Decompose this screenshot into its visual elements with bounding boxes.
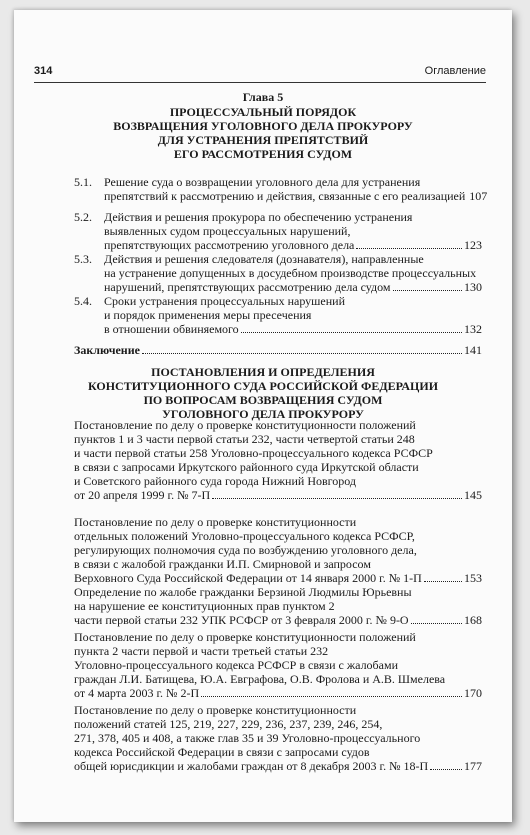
- chapter-title-line: ЕГО РАССМОТРЕНИЯ СУДОМ: [173, 147, 353, 161]
- toc-page-number: 123: [464, 238, 482, 252]
- conclusion-label: Заключение: [74, 343, 140, 357]
- toc-entry-text: [104, 294, 482, 336]
- decision-line: Постановление по делу о проверке конституционности положений: [74, 630, 416, 644]
- decision-line: 271, 378, 405 и 408, а также глав 35 и 39 Уголовно-процессуального: [74, 731, 421, 745]
- decision-line: в связи с запросами Иркутского районного суда Иркутской области: [74, 460, 419, 474]
- decision-line: Постановление по делу о проверке конституционности: [74, 703, 357, 717]
- toc-page-number: 141: [464, 343, 482, 357]
- decision-entry[interactable]: [74, 703, 482, 773]
- dot-leader: [241, 332, 462, 333]
- decision-line: от 20 апреля 1999 г. № 7-П: [74, 488, 211, 502]
- dot-leader: [212, 498, 462, 499]
- decision-page-number: 170: [464, 686, 482, 700]
- dot-leader: [201, 696, 462, 697]
- decision-entry[interactable]: [74, 515, 482, 585]
- decision-line: Определение по жалобе гражданки Берзиной Людмилы Юрьевны: [74, 585, 412, 599]
- decision-page-number: 145: [464, 488, 482, 502]
- decision-entry[interactable]: [74, 630, 482, 700]
- toc-entry-last-line: [104, 238, 482, 252]
- decision-line: Уголовно-процессуального кодекса РСФСР в связи с жалобами: [74, 658, 399, 672]
- decision-entry[interactable]: [74, 418, 482, 502]
- dot-leader: [424, 581, 462, 582]
- decision-line: и части первой статьи 258 Уголовно-процессуального кодекса РСФСР: [74, 446, 433, 460]
- chapter-title-line: ПРОЦЕССУАЛЬНЫЙ ПОРЯДОК: [169, 105, 357, 119]
- toc-entry-line: Действия и решения следователя (дознавателя), направленные: [104, 252, 424, 266]
- toc-entry-text: [104, 210, 482, 252]
- decision-line: части первой статьи 232 УПК РСФСР от 3 февраля 2000 г. № 9-О: [74, 613, 409, 627]
- decision-line: кодекса Российской Федерации в связи с запросами судов: [74, 745, 370, 759]
- dot-leader: [430, 769, 462, 770]
- dot-leader: [142, 353, 462, 354]
- toc-entry-line: в отношении обвиняемого: [104, 322, 239, 336]
- toc-entry-last-line: [104, 280, 482, 294]
- toc-entry-line: препятствий к рассмотрению и действия, связанные с его реализацией: [104, 189, 466, 203]
- book-page: [14, 10, 512, 822]
- dot-leader: [411, 623, 462, 624]
- section-title-line: УГОЛОВНОГО ДЕЛА ПРОКУРОРУ: [162, 407, 364, 421]
- decision-line: и Советского районного суда города Нижний Новгород: [74, 474, 357, 488]
- decision-page-number: 153: [464, 571, 482, 585]
- chapter-title-line: ДЛЯ УСТРАНЕНИЯ ПРЕПЯТСТВИЙ: [157, 133, 369, 147]
- toc-entry-number: 5.4.: [74, 294, 92, 308]
- decision-line: граждан Л.И. Батищева, Ю.А. Евграфова, О.В. Фролова и А.В. Шмелева: [74, 672, 446, 686]
- dot-leader: [393, 290, 462, 291]
- decision-line: пункта 2 части первой и части третьей статьи 232: [74, 644, 329, 658]
- toc-entry-last-line: [104, 322, 482, 336]
- toc-entry-line: выявленных судом процессуальных нарушений,: [104, 224, 351, 238]
- decision-line: на нарушение ее конституционных прав пунктом 2: [74, 599, 335, 613]
- decision-last-line: [74, 759, 482, 773]
- section-title-line: ПОСТАНОВЛЕНИЯ И ОПРЕДЕЛЕНИЯ: [151, 365, 375, 379]
- decision-entry[interactable]: [74, 585, 482, 627]
- toc-entry-text: [104, 252, 482, 294]
- decision-line: пунктов 1 и 3 части первой статьи 232, части четвертой статьи 248: [74, 432, 415, 446]
- decision-line: в связи с жалобой гражданки И.П. Смирновой и запросом: [74, 557, 371, 571]
- toc-page-number: 130: [464, 280, 482, 294]
- decision-last-line: [74, 571, 482, 585]
- section-title: [54, 365, 472, 421]
- chapter-title: [54, 105, 472, 161]
- page-number: 314: [34, 65, 53, 77]
- decision-line: положений статей 125, 219, 227, 229, 236, 237, 239, 246, 254,: [74, 717, 383, 731]
- toc-page-number: 132: [464, 322, 482, 336]
- toc-entry-line: Сроки устранения процессуальных нарушений: [104, 294, 346, 308]
- toc-entry-line: нарушений, препятствующих рассмотрению дела судом: [104, 280, 391, 294]
- running-title: Оглавление: [424, 65, 486, 77]
- toc-entry-number: 5.1.: [74, 175, 92, 189]
- running-header: [34, 65, 486, 83]
- section-title-line: КОНСТИТУЦИОННОГО СУДА РОССИЙСКОЙ ФЕДЕРАЦИИ: [87, 379, 439, 393]
- dot-leader: [356, 248, 462, 249]
- toc-entry-line: на устранение допущенных в досудебном производстве процессуальных: [104, 266, 477, 280]
- decision-line: Постановление по делу о проверке конституционности: [74, 515, 357, 529]
- toc-entry-number: 5.3.: [74, 252, 92, 266]
- toc-conclusion[interactable]: [74, 343, 482, 358]
- decision-line: Постановление по делу о проверке конституционности положений: [74, 418, 416, 432]
- decision-last-line: [74, 686, 482, 700]
- chapter-label: Глава 5: [242, 90, 284, 104]
- decision-last-line: [74, 488, 482, 502]
- toc-entry-last-line: [104, 189, 488, 203]
- section-title-line: ПО ВОПРОСАМ ВОЗВРАЩЕНИЯ СУДОМ: [143, 393, 383, 407]
- toc-entry-text: [104, 175, 488, 203]
- decision-page-number: 168: [464, 613, 482, 627]
- toc-entry-number: 5.2.: [74, 210, 92, 224]
- decision-line: от 4 марта 2003 г. № 2-П: [74, 686, 200, 700]
- decision-line: регулирующих полномочия суда по возбуждению уголовного дела,: [74, 543, 417, 557]
- decision-last-line: [74, 613, 482, 627]
- toc-entry-line: Действия и решения прокурора по обеспечению устранения: [104, 210, 413, 224]
- decision-line: общей юрисдикции и жалобами граждан от 8 декабря 2003 г. № 18-П: [74, 759, 429, 773]
- toc-entry-line: Решение суда о возвращении уголовного дела для устранения: [104, 175, 421, 189]
- chapter-title-line: ВОЗВРАЩЕНИЯ УГОЛОВНОГО ДЕЛА ПРОКУРОРУ: [113, 119, 413, 133]
- decision-line: отдельных положений Уголовно-процессуального кодекса РСФСР,: [74, 529, 415, 543]
- decision-page-number: 177: [464, 759, 482, 773]
- toc-entry-line: и порядок применения меры пресечения: [104, 308, 312, 322]
- decision-line: Верховного Суда Российской Федерации от 14 января 2000 г. № 1-П: [74, 571, 422, 585]
- toc-page-number: 107: [469, 189, 488, 203]
- toc-entry-line: препятствующих рассмотрению уголовного дела: [104, 238, 355, 252]
